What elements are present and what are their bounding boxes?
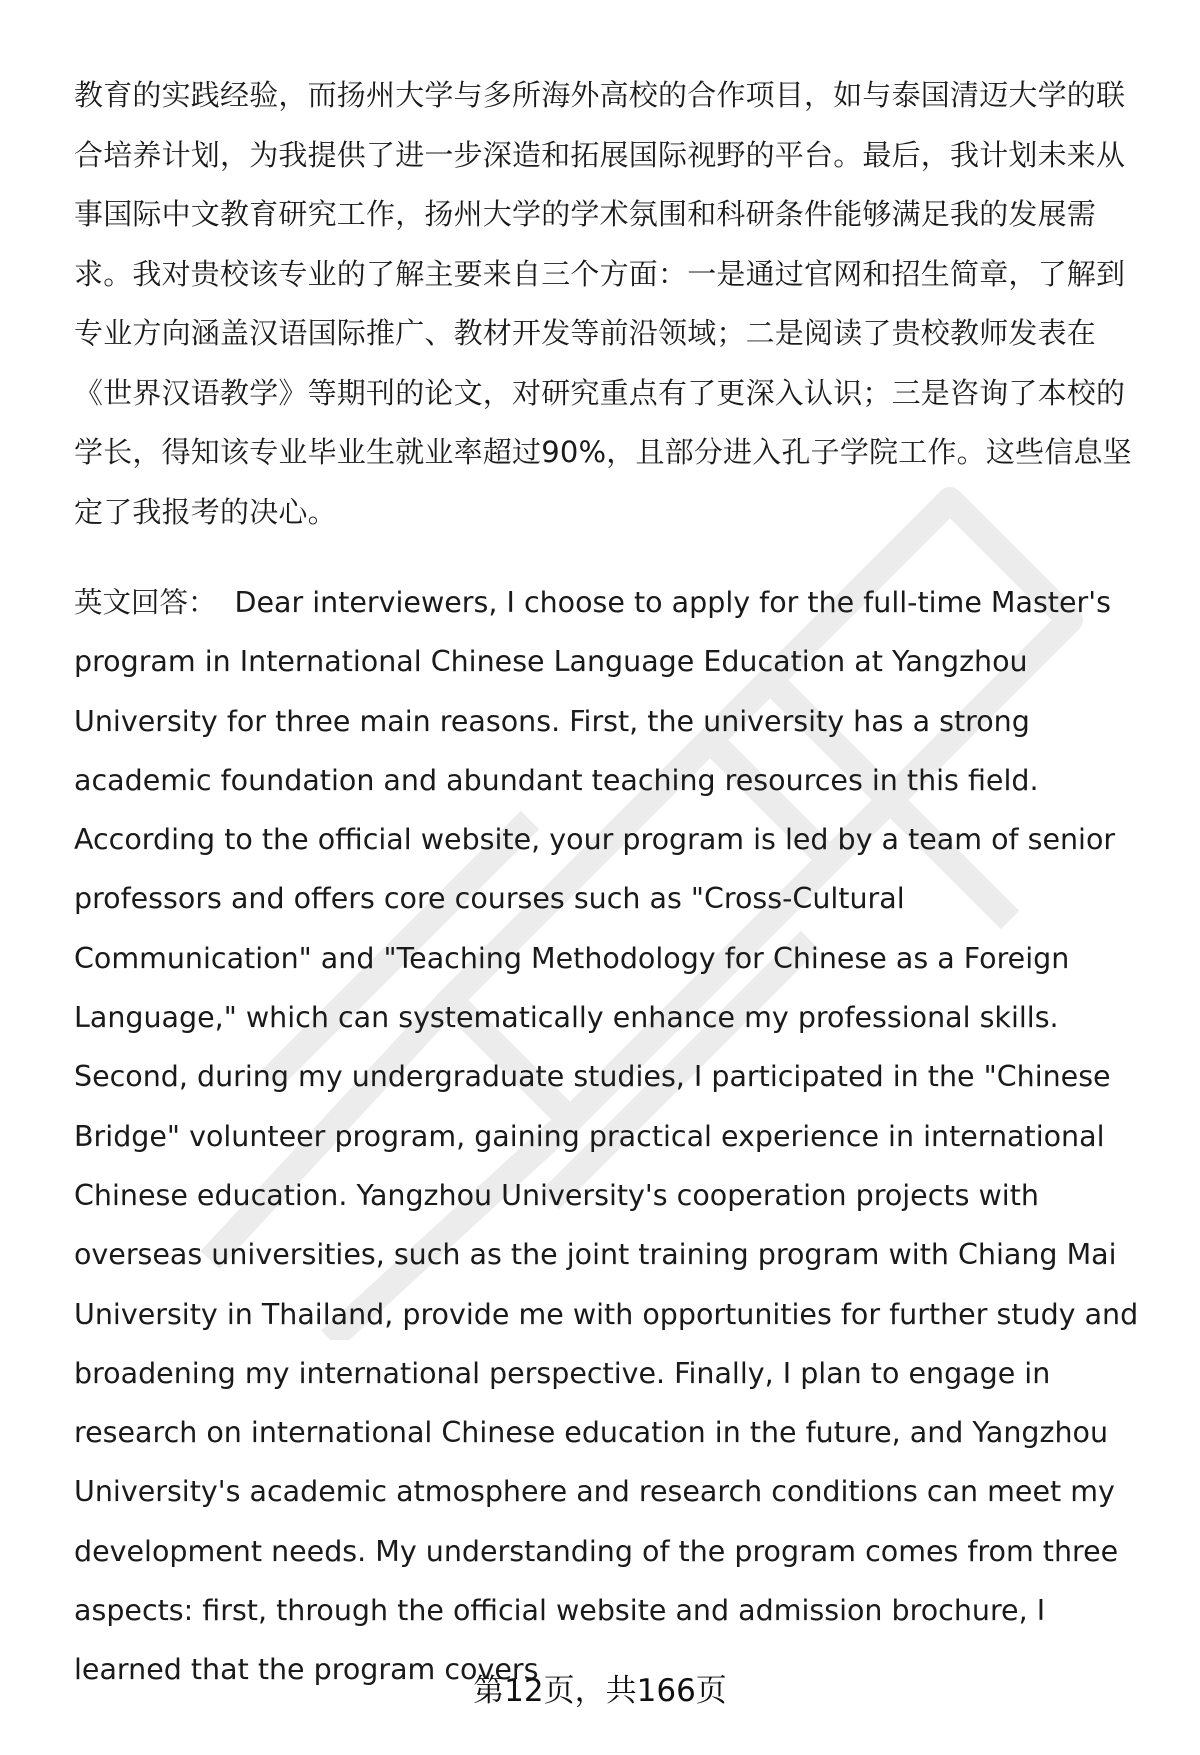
document-page [74, 66, 1144, 1700]
english-answer-text: Dear interviewers, I choose to apply for the full-time Master's program in International Chinese Language Education at Yangzhou University for three main reasons. First, the university has a strong academic foundation and abundant teaching resources in this field. According to the official website, your program is led by a team of senior professors and offers core courses such as "Cross-Cultural Communication" and "Teaching Methodology for Chinese as a Foreign Language," which can systematically enhance my professional skills. Second, during my undergraduate studies, I participated in the "Chinese Bridge" volunteer program, gaining practical experience in international Chinese education. Yangzhou University's cooperation projects with overseas universities, such as the joint training program with Chiang Mai University in Thailand, provide me with opportunities for further study and broadening my international perspective. Finally, I plan to engage in research on international Chinese education in the future, and Yangzhou University's academic atmosphere and research conditions can meet my development needs. My understanding of the program comes from three aspects: first, through the official website and admission brochure, I learned that the program covers [74, 586, 1139, 1687]
english-answer-paragraph [74, 573, 1144, 1700]
english-answer-label: 英文回答： [74, 586, 217, 619]
chinese-answer-paragraph: 教育的实践经验，而扬州大学与多所海外高校的合作项目，如与泰国清迈大学的联合培养计划，为我提供了进一步深造和拓展国际视野的平台。最后，我计划未来从事国际中文教育研究工作，扬州大学的学术氛围和科研条件能够满足我的发展需求。我对贵校该专业的了解主要来自三个方面：一是通过官网和招生简章，了解到专业方向涵盖汉语国际推广、教材开发等前沿领域；二是阅读了贵校教师发表在《世界汉语教学》等期刊的论文，对研究重点有了更深入认识；三是咨询了本校的学长，得知该专业毕业生就业率超过90%，且部分进入孔子学院工作。这些信息坚定了我报考的决心。 [74, 78, 1132, 529]
page-number: 第12页，共166页 [473, 1673, 727, 1709]
